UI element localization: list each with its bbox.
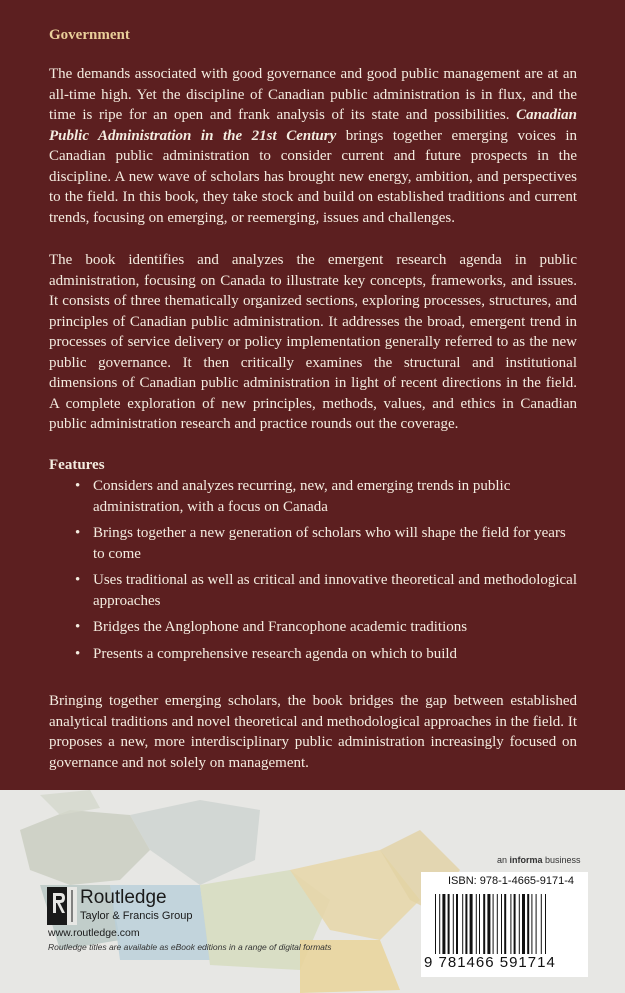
barcode-bar (519, 894, 520, 954)
barcode-bar (536, 894, 537, 954)
barcode-bar (510, 894, 511, 954)
barcode-bar (545, 894, 546, 954)
barcode-bar (541, 894, 542, 954)
bullet-icon: • (75, 525, 81, 541)
bullet-icon: • (75, 478, 81, 494)
features-heading: Features (49, 457, 105, 473)
feature-item: • Presents a comprehensive research agenda on which to build (49, 644, 577, 665)
barcode-digits: 9 781466 591714 (424, 954, 556, 971)
book-title: Canadian Public Administration in the 21st Century (49, 107, 577, 144)
barcode-bar (501, 894, 502, 954)
isbn-label: ISBN: 978-1-4665-9171-4 (448, 875, 574, 887)
description-paragraph-2: The book identifies and analyzes the emergent research agenda in public administration, focusing on Canada to illustrate key concepts, frameworks, and issues. It consists of three thematically organized sections, exploring processes, structures, and principles of Canadian public administration. It addresses the broad, emergent trend in processes of service delivery or policy implementation generally referred to as the new public governance. It then critically examines the structural and institutional dimensions of Canadian public administration in light of recent directions in the field. A complete exploration of new principles, methods, values, and ethics in Canadian public administration research and practice rounds out the coverage. (49, 252, 577, 432)
barcode-bar (514, 894, 516, 954)
routledge-logo-icon (47, 887, 69, 925)
barcode-bar (479, 894, 480, 954)
barcode-bar (531, 894, 532, 954)
barcode-bar (504, 894, 506, 954)
informa-tagline: an informa business (497, 855, 581, 865)
barcode-bar (527, 894, 529, 954)
barcode-bar (442, 894, 445, 954)
p1-text-before: The demands associated with good governance and good public management are at an all-time high. Yet the discipline of Canadian public administration is in flux, and the time is ripe for an open and frank analysis of its state and possibilities. (49, 66, 577, 123)
description-paragraph-1 (49, 64, 577, 228)
feature-item: • Bridges the Anglophone and Francophone academic traditions (49, 617, 577, 638)
publisher-name: Routledge (80, 887, 167, 908)
publisher-group: Taylor & Francis Group (80, 910, 193, 922)
barcode-bar (470, 894, 473, 954)
barcode-bar (435, 894, 436, 954)
routledge-side-text-icon (67, 887, 77, 925)
description-paragraph-3: Bringing together emerging scholars, the book bridges the gap between established analytical traditions and novel theoretical and methodological approaches in the field. It proposes a new, more interdisciplinary public administration increasingly focused on governance and not solely on management. (49, 693, 577, 771)
barcode-bar (476, 894, 477, 954)
barcode-bar (497, 894, 498, 954)
bullet-icon: • (75, 619, 81, 635)
barcode-bar (522, 894, 525, 954)
feature-item: • Brings together a new generation of scholars who will shape the field for years to come (75, 525, 566, 562)
barcode-bar (483, 894, 485, 954)
features-list (49, 476, 577, 670)
barcode-bar (493, 894, 494, 954)
barcode-bar (439, 894, 440, 954)
feature-item: • Uses traditional as well as critical and innovative theoretical and methodological approaches (75, 572, 578, 609)
publisher-url[interactable]: www.routledge.com (48, 927, 140, 939)
barcode-bar (456, 894, 458, 954)
barcode-bar (448, 894, 450, 954)
ebook-note: Routledge titles are available as eBook editions in a range of digital formats (48, 942, 332, 952)
barcode-bar (462, 894, 463, 954)
category-label: Government (49, 27, 130, 43)
bullet-icon: • (75, 572, 81, 588)
barcode-bar (465, 894, 467, 954)
barcode-bar (487, 894, 490, 954)
feature-item: • Considers and analyzes recurring, new, and emerging trends in public administration, with a focus on Canada (75, 478, 511, 515)
bullet-icon: • (75, 645, 81, 662)
barcode-bar (453, 894, 454, 954)
p1-text-after: brings together emerging voices in Canadian public administration to consider current and future prospects in the discipline. A new wave of scholars has brought new energy, ambition, and perspectives to the field. In this book, they take stock and build on established traditions and current trends, focusing on emerging, or reemerging, issues and challenges. (49, 127, 577, 226)
